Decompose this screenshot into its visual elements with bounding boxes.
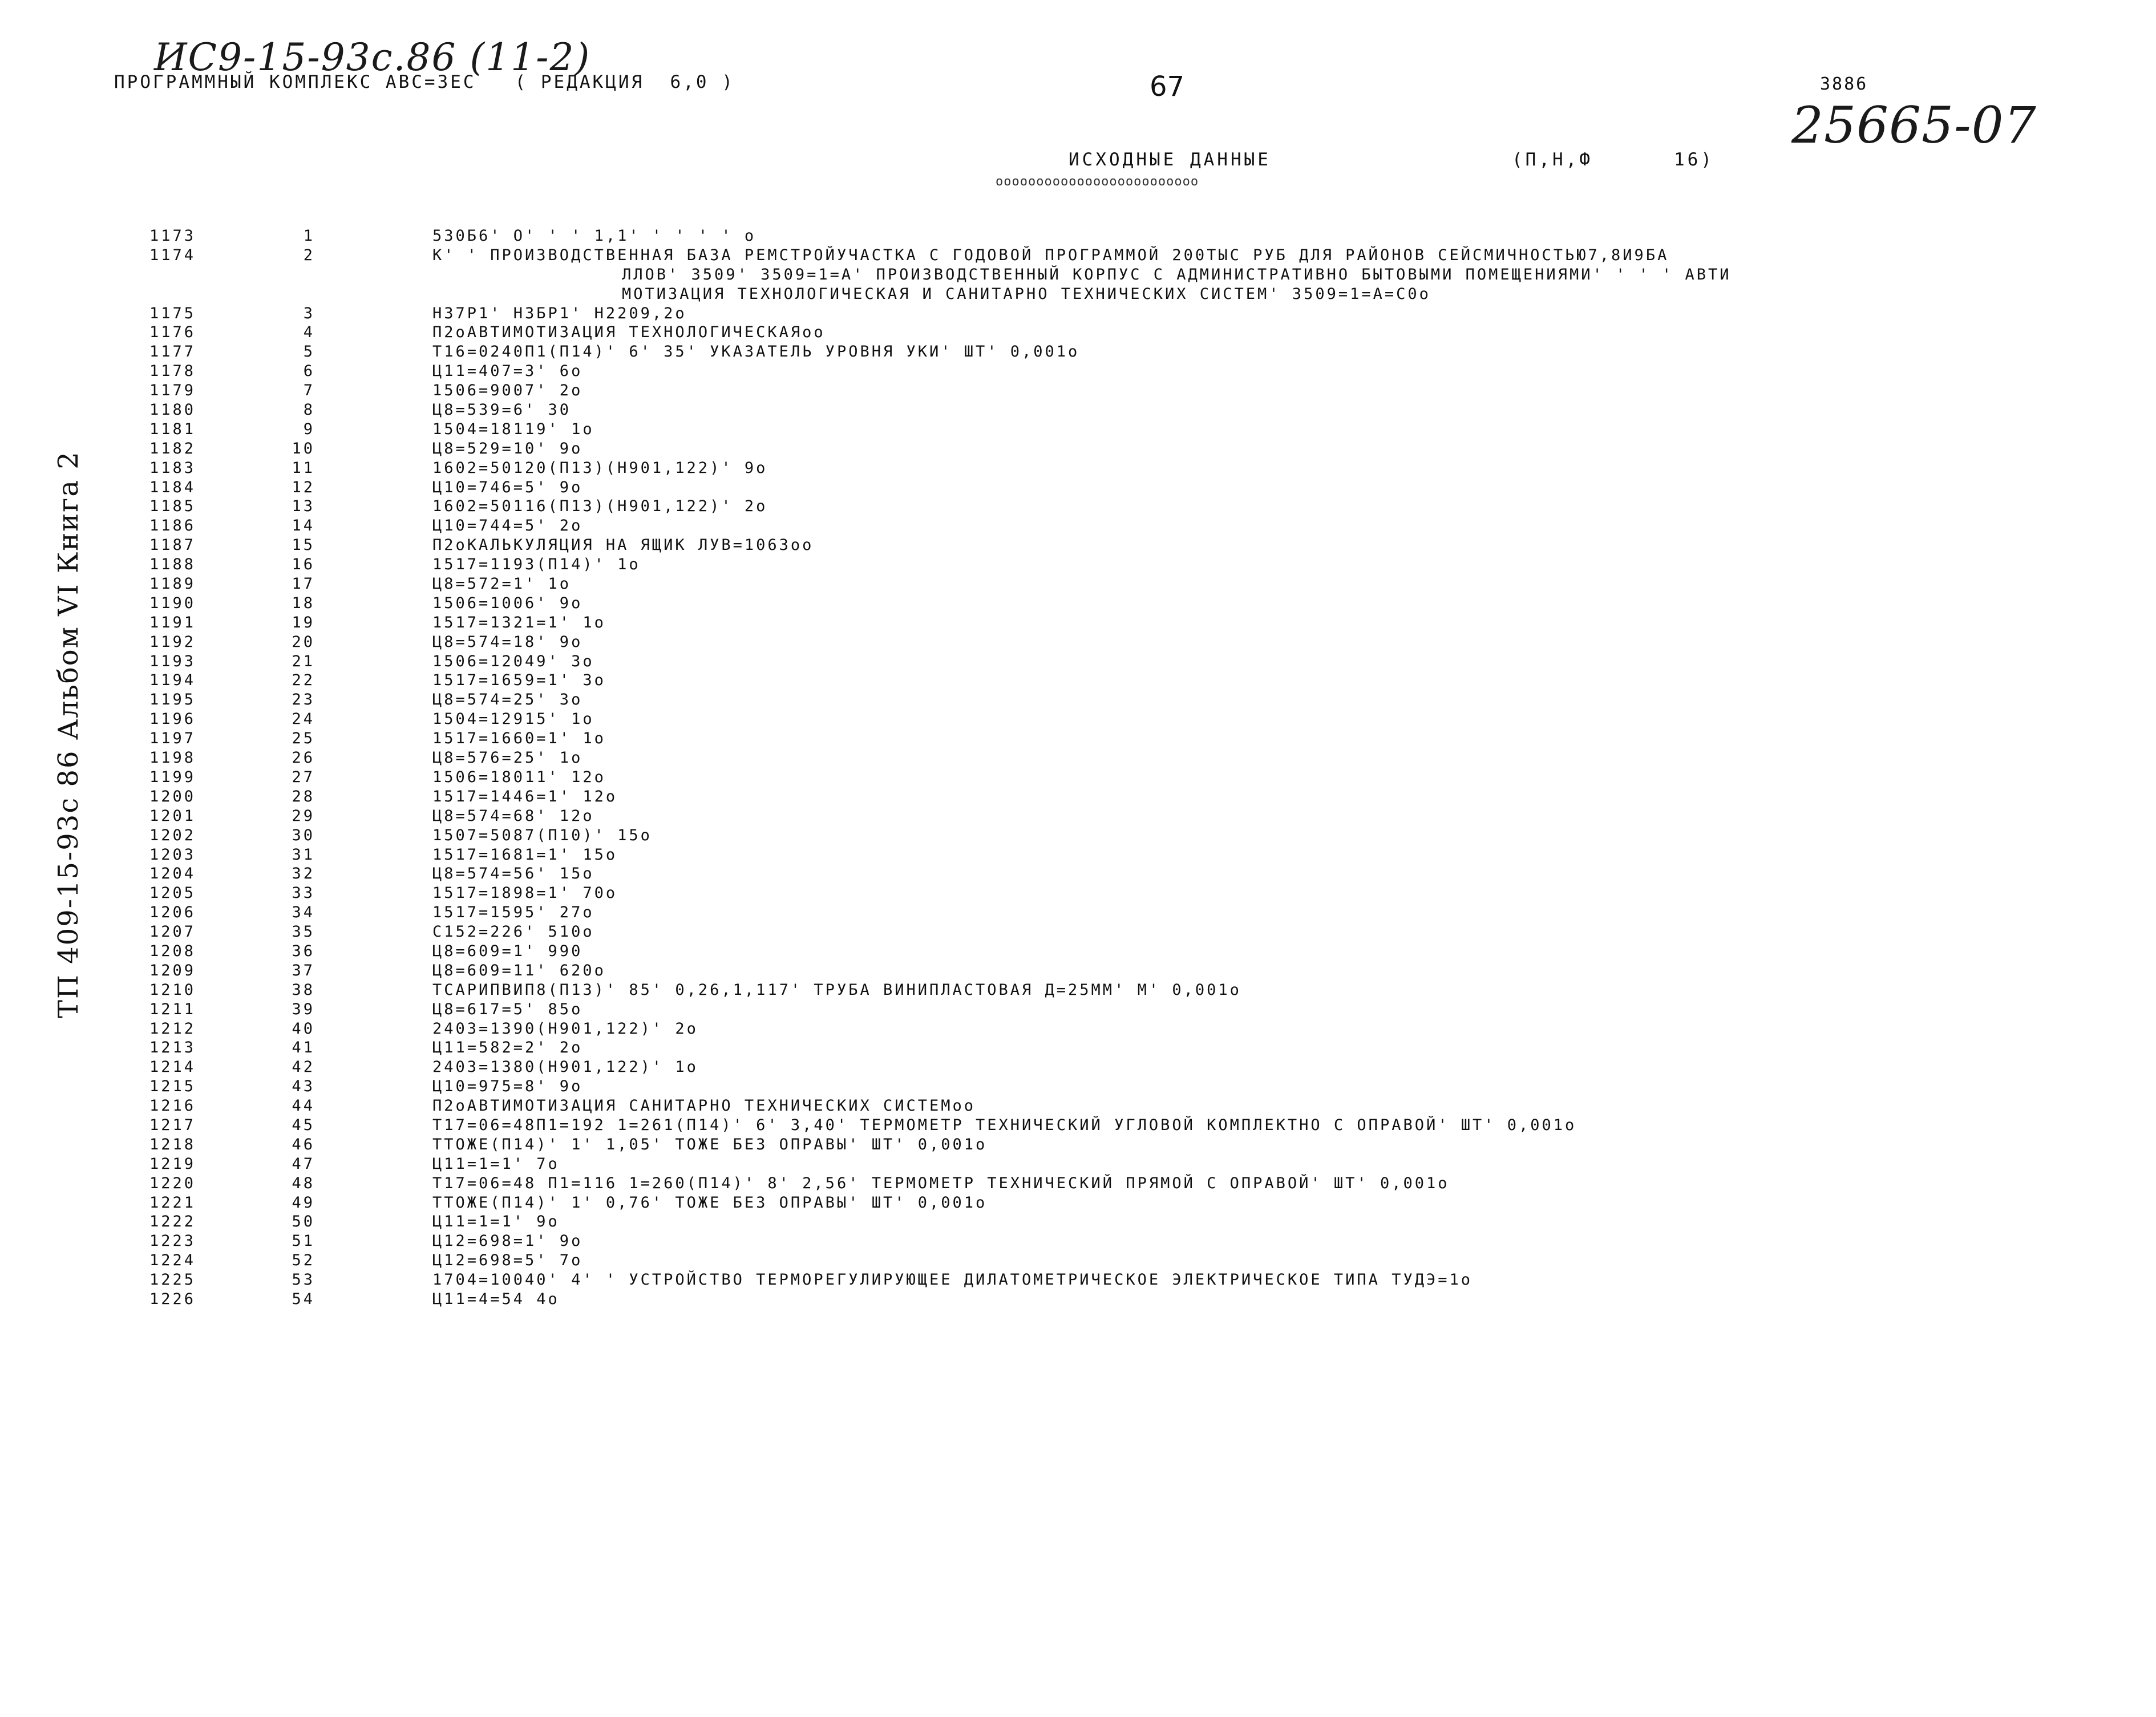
row-number: 1222 (149, 1213, 196, 1231)
row-number: 1186 (149, 517, 196, 535)
row-number: 1196 (149, 710, 196, 728)
table-row (0, 730, 2156, 749)
row-text: Ц11=1=1' 9о (432, 1213, 560, 1231)
row-text: Ц8=574=18' 9о (432, 633, 583, 651)
row-number: 1215 (149, 1078, 196, 1096)
table-row (0, 459, 2156, 479)
row-index: 2 (303, 246, 315, 264)
row-index: 1 (303, 227, 315, 245)
row-text: П2оКАЛЬКУЛЯЦИЯ НА ЯЩИК ЛУВ=1063оо (432, 536, 814, 554)
row-text: 1506=18011' 12о (432, 768, 606, 786)
table-row (0, 749, 2156, 768)
table-row (0, 1116, 2156, 1136)
row-index: 47 (292, 1155, 315, 1173)
row-number: 1217 (149, 1116, 196, 1134)
table-row (0, 827, 2156, 846)
table-row (0, 305, 2156, 324)
row-index: 22 (292, 671, 315, 690)
row-number: 1185 (149, 497, 196, 516)
row-text: 1517=1659=1' 3о (432, 671, 606, 690)
table-row (0, 594, 2156, 614)
row-number: 1188 (149, 556, 196, 574)
row-index: 38 (292, 981, 315, 999)
row-index: 32 (292, 865, 315, 883)
table-row (0, 343, 2156, 362)
row-index: 48 (292, 1174, 315, 1192)
section-meta: (П,Н,Ф 16) (1512, 149, 1714, 170)
row-number: 1216 (149, 1097, 196, 1115)
table-row (0, 246, 2156, 266)
table-row (0, 1194, 2156, 1213)
row-text: Т16=0240П1(П14)' 6' 35' УКАЗАТЕЛЬ УРОВНЯ УКИ' ШТ' 0,001о (432, 343, 1080, 361)
row-index: 13 (292, 497, 315, 516)
table-row (0, 1020, 2156, 1039)
table-row (0, 768, 2156, 788)
table-row (0, 1039, 2156, 1058)
section-underline: ооооооооооооооооооооооооо (996, 175, 1199, 189)
row-index: 46 (292, 1135, 315, 1153)
row-number: 1200 (149, 787, 196, 805)
row-number: 1173 (149, 227, 196, 245)
row-number: 1175 (149, 304, 196, 322)
row-index: 8 (303, 401, 315, 419)
table-row (0, 1136, 2156, 1155)
row-index: 4 (303, 323, 315, 342)
row-text: Ц8=609=1' 990 (432, 942, 583, 960)
row-number: 1218 (149, 1135, 196, 1153)
table-row (0, 1271, 2156, 1290)
row-index: 12 (292, 478, 315, 496)
table-row (0, 865, 2156, 884)
row-number: 1207 (149, 923, 196, 941)
row-number: 1202 (149, 826, 196, 844)
table-row (0, 1155, 2156, 1175)
row-index: 28 (292, 787, 315, 805)
spine-album-label: ТП 409-15-93с 86 Альбом VI Книга 2 (52, 451, 84, 1018)
row-text: Ц8=609=11' 620о (432, 961, 606, 979)
row-index: 36 (292, 942, 315, 960)
row-index: 26 (292, 749, 315, 767)
row-number: 1192 (149, 633, 196, 651)
table-row (0, 556, 2156, 575)
handwritten-document-code: ИС9-15-93с.86 (11-2) (154, 35, 591, 79)
row-text: Ц10=744=5' 2о (432, 517, 583, 535)
row-text: ТСАРИПВИП8(П13)' 85' 0,26,1,117' ТРУБА ВИНИПЛАСТОВАЯ Д=25ММ' М' 0,001о (432, 981, 1241, 999)
table-row (0, 671, 2156, 691)
table-row (0, 517, 2156, 536)
table-row (0, 575, 2156, 594)
row-text: Ц8=539=6' 30 (432, 401, 572, 419)
row-text: Ц11=582=2' 2о (432, 1039, 583, 1057)
row-index: 45 (292, 1116, 315, 1134)
row-index: 7 (303, 382, 315, 400)
row-index: 49 (292, 1193, 315, 1212)
row-number: 1224 (149, 1252, 196, 1270)
row-text: Ц10=975=8' 9о (432, 1078, 583, 1096)
data-listing (0, 227, 2156, 1310)
row-text: ТТОЖЕ(П14)' 1' 0,76' ТОЖЕ БЕЗ ОПРАВЫ' ШТ' 0,001о (432, 1193, 988, 1212)
row-index: 35 (292, 923, 315, 941)
table-row (0, 479, 2156, 498)
row-number: 1213 (149, 1039, 196, 1057)
row-index: 16 (292, 556, 315, 574)
row-index: 50 (292, 1213, 315, 1231)
table-row (0, 401, 2156, 420)
row-number: 1197 (149, 730, 196, 748)
row-number: 1209 (149, 961, 196, 979)
table-row (0, 1175, 2156, 1194)
row-continuation-text: МОТИЗАЦИЯ ТЕХНОЛОГИЧЕСКАЯ И САНИТАРНО ТЕХНИЧЕСКИХ СИСТЕМ' 3509=1=А=С0о (622, 285, 1431, 303)
row-number: 1174 (149, 246, 196, 264)
row-number: 1179 (149, 382, 196, 400)
row-text: Ц8=574=68' 12о (432, 807, 594, 825)
row-number: 1214 (149, 1058, 196, 1076)
table-row (0, 633, 2156, 653)
row-index: 39 (292, 1000, 315, 1018)
table-row (0, 962, 2156, 981)
row-number: 1219 (149, 1155, 196, 1173)
table-row (0, 904, 2156, 923)
row-text: 1517=1595' 27о (432, 904, 594, 922)
row-number: 1225 (149, 1271, 196, 1289)
table-row (0, 497, 2156, 517)
row-text: П2оАВТИМОТИЗАЦИЯ ТЕХНОЛОГИЧЕСКАЯоо (432, 323, 826, 342)
row-text: 1517=1446=1' 12о (432, 787, 618, 805)
row-number: 1194 (149, 671, 196, 690)
row-index: 29 (292, 807, 315, 825)
row-text: 1507=5087(П10)' 15о (432, 826, 652, 844)
table-row (0, 1097, 2156, 1116)
row-index: 51 (292, 1232, 315, 1250)
row-index: 6 (303, 362, 315, 380)
program-line: ПРОГРАММНЫЙ КОМПЛЕКС АВС=3ЕС ( РЕДАКЦИЯ 6,0 ) (114, 72, 735, 92)
row-index: 15 (292, 536, 315, 554)
row-number: 1184 (149, 478, 196, 496)
code-small: 3886 (1820, 74, 1868, 94)
row-number: 1193 (149, 652, 196, 670)
row-index: 27 (292, 768, 315, 786)
table-row (0, 1232, 2156, 1252)
row-index: 21 (292, 652, 315, 670)
row-text: 2403=1380(Н901,122)' 1о (432, 1058, 698, 1076)
row-index: 40 (292, 1019, 315, 1038)
row-number: 1198 (149, 749, 196, 767)
row-number: 1221 (149, 1193, 196, 1212)
row-index: 25 (292, 730, 315, 748)
row-number: 1195 (149, 691, 196, 709)
row-index: 31 (292, 845, 315, 864)
row-text: 1506=9007' 2о (432, 382, 583, 400)
table-row (0, 536, 2156, 556)
row-text: 1506=1006' 9о (432, 594, 583, 612)
row-number: 1211 (149, 1000, 196, 1018)
table-row (0, 807, 2156, 827)
row-text: 1602=50120(П13)(Н901,122)' 9о (432, 459, 768, 477)
row-index: 18 (292, 594, 315, 612)
row-text: Ц12=698=1' 9о (432, 1232, 583, 1250)
row-index: 24 (292, 710, 315, 728)
table-row (0, 1058, 2156, 1078)
row-text: Ц11=407=3' 6о (432, 362, 583, 380)
row-text: Ц11=4=54 4о (432, 1290, 560, 1308)
row-index: 34 (292, 904, 315, 922)
row-text: 1602=50116(П13)(Н901,122)' 2о (432, 497, 768, 516)
table-row (0, 884, 2156, 904)
row-text: 1704=10040' 4' ' УСТРОЙСТВО ТЕРМОРЕГУЛИРУЮЩЕЕ ДИЛАТОМЕТРИЧЕСКОЕ ЭЛЕКТРИЧЕСКОЕ ТИПА ТУДЭ=1о (432, 1271, 1473, 1289)
row-number: 1204 (149, 865, 196, 883)
row-text: 2403=1390(Н901,122)' 2о (432, 1019, 698, 1038)
row-text: Ц8=572=1' 1о (432, 575, 572, 593)
table-row (0, 653, 2156, 672)
row-index: 43 (292, 1078, 315, 1096)
row-index: 53 (292, 1271, 315, 1289)
table-row (0, 1001, 2156, 1020)
row-text: Ц8=574=25' 3о (432, 691, 583, 709)
row-number: 1206 (149, 904, 196, 922)
row-number: 1189 (149, 575, 196, 593)
row-continuation (0, 285, 2156, 305)
row-index: 5 (303, 343, 315, 361)
table-row (0, 846, 2156, 865)
table-row (0, 1213, 2156, 1232)
row-continuation (0, 266, 2156, 285)
row-number: 1177 (149, 343, 196, 361)
row-index: 30 (292, 826, 315, 844)
row-text: Ц8=574=56' 15о (432, 865, 594, 883)
row-text: Ц11=1=1' 7о (432, 1155, 560, 1173)
row-number: 1178 (149, 362, 196, 380)
row-index: 19 (292, 613, 315, 631)
row-index: 23 (292, 691, 315, 709)
row-index: 37 (292, 961, 315, 979)
row-text: Ц10=746=5' 9о (432, 478, 583, 496)
row-text: 1517=1193(П14)' 1о (432, 556, 641, 574)
row-continuation-text: ЛЛОВ' 3509' 3509=1=А' ПРОИЗВОДСТВЕННЫЙ КОРПУС С АДМИНИСТРАТИВНО БЫТОВЫМИ ПОМЕЩЕНИЯМИ' ' ' ' АВТИ (622, 265, 1732, 284)
table-row (0, 691, 2156, 710)
row-text: П2оАВТИМОТИЗАЦИЯ САНИТАРНО ТЕХНИЧЕСКИХ СИСТЕМоо (432, 1097, 976, 1115)
row-text: Т17=06=48 П1=116 1=260(П14)' 8' 2,56' ТЕРМОМЕТР ТЕХНИЧЕСКИЙ ПРЯМОЙ С ОПРАВОЙ' ШТ' 0,001о (432, 1174, 1450, 1192)
row-text: 1504=18119' 1о (432, 420, 594, 438)
table-row (0, 788, 2156, 807)
row-text: 530Б6' О' ' ' 1,1' ' ' ' ' о (432, 227, 757, 245)
page-number: 67 (1150, 71, 1185, 103)
table-row (0, 942, 2156, 962)
table-row (0, 1252, 2156, 1271)
table-row (0, 614, 2156, 633)
row-number: 1220 (149, 1174, 196, 1192)
row-text: 1506=12049' 3о (432, 652, 594, 670)
row-index: 17 (292, 575, 315, 593)
row-index: 41 (292, 1039, 315, 1057)
row-text: 1517=1898=1' 70о (432, 884, 618, 902)
row-number: 1182 (149, 439, 196, 457)
table-row (0, 382, 2156, 401)
table-row (0, 1078, 2156, 1097)
handwritten-document-number: 25665-07 (1791, 96, 2037, 155)
row-index: 3 (303, 304, 315, 322)
table-row (0, 362, 2156, 382)
row-number: 1208 (149, 942, 196, 960)
table-row (0, 323, 2156, 343)
row-index: 20 (292, 633, 315, 651)
row-index: 54 (292, 1290, 315, 1308)
row-number: 1191 (149, 613, 196, 631)
section-title: ИСХОДНЫЕ ДАННЫЕ (1069, 149, 1271, 170)
row-text: ТТОЖЕ(П14)' 1' 1,05' ТОЖЕ БЕЗ ОПРАВЫ' ШТ' 0,001о (432, 1135, 988, 1153)
row-text: 1517=1660=1' 1о (432, 730, 606, 748)
row-number: 1205 (149, 884, 196, 902)
row-index: 42 (292, 1058, 315, 1076)
row-text: К' ' ПРОИЗВОДСТВЕННАЯ БАЗА РЕМСТРОЙУЧАСТКА С ГОДОВОЙ ПРОГРАММОЙ 200ТЫС РУБ ДЛЯ РАЙОНОВ СЕЙСМИЧНОСТЬЮ7,8И9БА (432, 246, 1669, 264)
row-number: 1180 (149, 401, 196, 419)
row-text: Ц8=576=25' 1о (432, 749, 583, 767)
row-number: 1203 (149, 845, 196, 864)
row-index: 10 (292, 439, 315, 457)
row-index: 44 (292, 1097, 315, 1115)
row-text: Н37Р1' Н3БР1' Н2209,2о (432, 304, 687, 322)
row-number: 1199 (149, 768, 196, 786)
row-number: 1223 (149, 1232, 196, 1250)
row-number: 1176 (149, 323, 196, 342)
row-index: 33 (292, 884, 315, 902)
row-text: Ц8=617=5' 85о (432, 1000, 583, 1018)
row-text: Ц12=698=5' 7о (432, 1252, 583, 1270)
row-number: 1201 (149, 807, 196, 825)
row-number: 1181 (149, 420, 196, 438)
table-row (0, 923, 2156, 942)
table-row (0, 227, 2156, 246)
row-index: 9 (303, 420, 315, 438)
row-index: 52 (292, 1252, 315, 1270)
table-row (0, 420, 2156, 440)
table-row (0, 981, 2156, 1001)
table-row (0, 710, 2156, 730)
table-row (0, 440, 2156, 459)
row-index: 14 (292, 517, 315, 535)
row-index: 11 (292, 459, 315, 477)
row-number: 1210 (149, 981, 196, 999)
row-number: 1190 (149, 594, 196, 612)
row-text: 1517=1321=1' 1о (432, 613, 606, 631)
row-text: 1504=12915' 1о (432, 710, 594, 728)
row-text: Т17=06=48П1=192 1=261(П14)' 6' 3,40' ТЕРМОМЕТР ТЕХНИЧЕСКИЙ УГЛОВОЙ КОМПЛЕКТНО С ОПРАВОЙ' ШТ' 0,001о (432, 1116, 1577, 1134)
row-number: 1187 (149, 536, 196, 554)
row-number: 1183 (149, 459, 196, 477)
row-text: С152=226' 510о (432, 923, 594, 941)
row-number: 1226 (149, 1290, 196, 1308)
table-row (0, 1290, 2156, 1310)
row-number: 1212 (149, 1019, 196, 1038)
row-text: Ц8=529=10' 9о (432, 439, 583, 457)
row-text: 1517=1681=1' 15о (432, 845, 618, 864)
